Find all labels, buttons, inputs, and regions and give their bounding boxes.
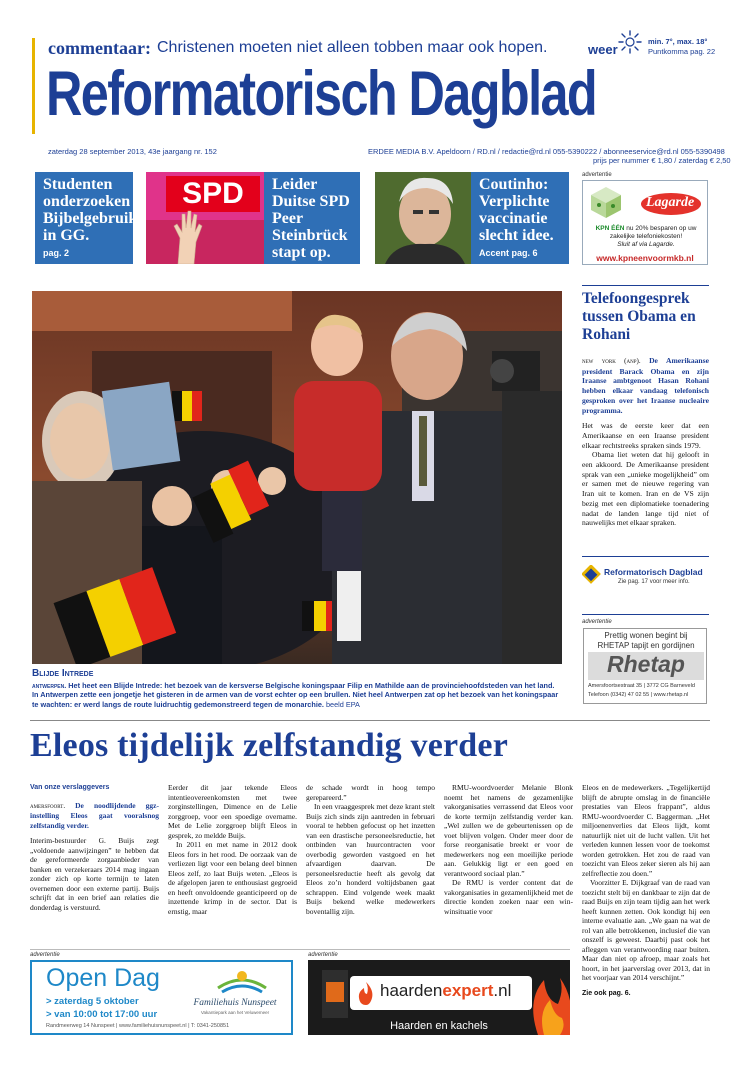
- ad-label: advertentie: [582, 619, 612, 625]
- teaser-spd-image[interactable]: [146, 172, 264, 264]
- openday-addr: Randmeerweg 14 Nunspeet | www.familiehuisnunspeet.nl | T: 0341-250851: [46, 1023, 230, 1029]
- article-p: de schade wordt in hoog tempo gerepareerd.”: [306, 783, 435, 802]
- side-p1: Het was de eerste keer dat een Amerikaanse en een Iraanse president elkaar rechtstreeks spraken sinds 1979.: [582, 421, 709, 450]
- ad-url[interactable]: www.kpneenvoormkb.nl: [596, 253, 694, 263]
- article-col-2: [168, 783, 297, 916]
- haarden-logo-b: expert: [442, 981, 494, 1000]
- ad-rhetap[interactable]: [583, 628, 707, 704]
- ad-label: advertentie: [30, 952, 60, 958]
- article-col-3: [306, 783, 435, 916]
- familiehuis-logo-icon: [214, 968, 270, 996]
- rhetap-top: Prettig wonen begint bij RHETAP tapijt en gordijnen: [597, 631, 695, 650]
- openday-brand: Familiehuis Nunspeet: [193, 998, 277, 1008]
- main-headline[interactable]: Eleos tijdelijk zelfstandig verder: [30, 727, 509, 764]
- hand-image: [170, 208, 204, 264]
- ad-label: advertentie: [582, 172, 612, 178]
- article-p: Eerder dit jaar tekende Eleos intentieovereenkomsten met twee zorginstellingen, Dimence en de Lelie zorggroep, voor een spoedige overname. Met de Lelie zorggroep blijft Eleos in gesprek, zo meldde Buijs.: [168, 783, 297, 840]
- ad-lagarde[interactable]: [582, 180, 708, 265]
- side-headline[interactable]: Telefoongesprek tussen Obama en Rohani: [582, 290, 696, 343]
- ad-line1: nu 20% besparen op uw: [626, 225, 697, 232]
- article-p: Voorzitter E. Dijkgraaf van de raad van toezicht stelt bij en dankbaar te zijn dat de raad Buijs en zijn team tijdig aan het werk heeft kunnen zetten. Ook kondigt hij een interne evaluatie aan. „We gaan na wat de rol van alle betrokkenen, inclusief die van onszelf is geweest. Daarbij past ook het afleggen van verantwoording naar buiten. Maar dan niet op afroep, maar zoals het hoort, in het jaarverslag over 2013, dat in het voorjaar van 2014 verschijnt.”: [582, 878, 710, 982]
- article-p: In 2011 en met name in 2012 dook Eleos fors in het rood. De oorzaak van de verliezen ligt voor een belang deel binnen Eleos zelf, zo laat Buijs weten. „Eleos is de afgelopen jaren te enthousiast gegroeid en heeft onvoldoende geanticipeerd op de inzettende krimp in de sector. Dat is ernstig, maar: [168, 840, 297, 916]
- byline: Van onze verslaggevers: [30, 784, 110, 791]
- openday-line2: > van 10:00 tot 17:00 uur: [46, 1009, 158, 1020]
- ad-label: advertentie: [308, 952, 338, 958]
- article-p: In een vraaggesprek met deze krant stelt Buijs zich sinds zijn aantreden in februari vooral te hebben gefocust op het inzetten van een drastische personeelsreductie, het ontbinden van huurcontracten voor overbodig geworden vastgoed en het afvaardigen daarvan. De personeelsreductie heeft als gevolg dat Eleos zo’n honderd voltijdsbanen gaat schrappen. Eind volgende week maakt Buijs bekend welke medewerkers boventallig zijn.: [306, 802, 435, 916]
- caption-credit: beeld EPA: [325, 699, 360, 709]
- side-p2: Obama liet weten dat hij gelooft in een akkoord. De Amerikaanse president sprak van een „unieke mogelijkheid” om er samen met de nieuwe regering van Iran uit te komen. Iran en de VS zijn bezig met een diplomatieke toenadering nadat de landen lange tijd niet of nauwelijks met elkaar spraken.: [582, 450, 709, 528]
- side-article: [582, 356, 709, 528]
- rd-promo-sub: Zie pag. 17 voor meer info.: [618, 579, 690, 585]
- rhetap-tel: Telefoon (0342) 47 02 55 | www.rhetap.nl: [588, 692, 689, 698]
- teaser-ref: pag. 12: [272, 265, 304, 275]
- openday-line1: > zaterdag 5 oktober: [46, 996, 139, 1007]
- royal-visit-image: [32, 291, 562, 664]
- teaser-title: Leider Duitse SPD Peer Steinbrück stapt op.: [272, 176, 350, 261]
- article-lead: De noodlijdende ggz-instelling Eleos gaat vooralsnog zelfstandig verder.: [30, 800, 160, 830]
- teaser-title: Studenten onderzoeken Bijbelgebruik in GG.: [43, 176, 138, 244]
- price-line: prijs per nummer € 1,80 / zaterdag € 2,50: [593, 156, 731, 165]
- article-col-5: [582, 783, 710, 998]
- article-col-4: [444, 783, 573, 916]
- side-rule: [582, 285, 709, 286]
- weather-temp: min. 7°, max. 18°: [648, 37, 708, 46]
- rhetap-logo: Rhetap: [607, 651, 685, 677]
- ad-line3: Sluit af via Lagarde.: [617, 241, 675, 248]
- ad-line2: zakelijke telefoniekosten!: [609, 233, 683, 240]
- portrait-image: [375, 172, 471, 264]
- weather-label: weer: [588, 42, 618, 57]
- caption-place: antwerpen.: [32, 681, 67, 690]
- caption-title: Blijde Intrede: [32, 668, 94, 679]
- side-dateline: new york (anp).: [582, 357, 641, 365]
- openday-title: Open Dag: [46, 964, 160, 992]
- haarden-sub: Haarden en kachels: [390, 1020, 488, 1032]
- ad-haardenexpert[interactable]: [308, 960, 570, 1035]
- article-dateline: amersfoort.: [30, 801, 66, 810]
- side-rule: [582, 614, 709, 615]
- side-lead: De Amerikaanse president Barack Obama en zijn Iraanse ambtgenoot Hasan Rohani hebben elkaar vandaag telefonisch gesproken over het Iraanse nucleaire programma.: [582, 356, 709, 415]
- contact-line: ERDEE MEDIA B.V. Apeldoorn / RD.nl / redactie@rd.nl 055-5390222 / abonneeservice@rd.nl 055-5390498: [368, 147, 725, 156]
- date-line: zaterdag 28 september 2013, 43e jaargang nr. 152: [48, 147, 217, 156]
- teaser-ref: Accent pag. 6: [479, 248, 538, 258]
- teaser-coutinho[interactable]: [471, 172, 569, 264]
- haarden-logo-a: haarden: [380, 981, 443, 1000]
- cube-icon: [589, 185, 623, 219]
- caption-text: [32, 681, 562, 709]
- article-col-1: [30, 783, 159, 912]
- article-p: Eleos en de medewerkers. „Tegelijkertijd blijft de abrupte omslag in de financiële prestaties van Eleos frappant”, aldus RMU-woordvoerder C. Baggerman. „Het miljoenenverlies dat Eleos lijdt, komt natuurlijk niet uit de lucht vallen. Uit het verleden kunnen lessen voor de toekomst worden getrokken. Het zou de raad van toezicht van Eleos zeker sieren als hij aan zelfreflectie zou doen.”: [582, 783, 710, 878]
- openday-tag: Vakantiepark aan het Veluwemeer: [200, 1010, 270, 1015]
- lagarde-logo: Lagarde: [646, 195, 695, 210]
- teaser-coutinho-image[interactable]: [375, 172, 471, 264]
- article-p: Interim-bestuurder G. Buijs zegt „voldoende aanwijzingen” te hebben dat de gereformeerde zorgaanbieder van banken en verzekeraars 2014 mag ingaan zonder zich op korte termijn te laten overnemen door een externe partij. Buijs schrijft dat in een brief aan relaties die donderdag is verstuurd.: [30, 836, 159, 912]
- sun-icon: [618, 30, 642, 54]
- rd-logo-icon: [582, 565, 602, 585]
- ad-open-dag[interactable]: [30, 960, 293, 1035]
- article-p: De RMU is verder content dat de vakorganisaties in gezamenlijkheid met de directie konden zoeken naar een win-winsituatie voor: [444, 878, 573, 916]
- haarden-logo-c: .nl: [493, 981, 512, 1000]
- flame-icon: [356, 980, 376, 1006]
- see-also[interactable]: Zie ook pag. 6.: [582, 989, 631, 997]
- caption-body: Het heet een Blijde Intrede: het bezoek van de kersverse Belgische koningspaar Filip en Mathilde aan de provinciehoofdsteden van het land. In Antwerpen zette een jongetje het gisteren in de armen van de vorst echter op een brullen. Niet heel Antwerpen zat op het bezoek van het koningspaar te wachten: er werd langs de route luidruchtig gedemonstreerd tegen de monarchie.: [32, 681, 559, 709]
- accent-bar: [32, 38, 35, 134]
- section-rule: [30, 720, 710, 721]
- rd-promo[interactable]: [582, 563, 709, 603]
- ad-rule: [30, 949, 570, 950]
- comment-teaser[interactable]: Christenen moeten niet alleen tobben maar ook hopen.: [157, 39, 548, 56]
- teaser-studenten[interactable]: [35, 172, 138, 264]
- masthead-title: Reformatorisch Dagblad: [46, 59, 597, 129]
- teaser-ref: pag. 2: [43, 248, 70, 258]
- article-p: RMU-woordvoerder Melanie Blonk noemt het namens de gezamenlijke vakorganisaties verrassend dat Eleos voor de korte termijn zelfstandig verder kan. „Wel zullen we de gebeurtenissen op de voet blijven volgen. Onder meer door de forse reorganisatie breekt er voor de medewerkers nog een moeilijke periode aan. Gelukkig ligt er een goed en verantwoord sociaal plan.”: [444, 783, 573, 878]
- main-photo[interactable]: [32, 291, 562, 664]
- teaser-spd[interactable]: [264, 172, 360, 275]
- kpn-label: KPN ÉÉN: [595, 225, 625, 232]
- haarden-logo: [380, 981, 511, 1001]
- spd-background: [146, 220, 264, 264]
- teaser-title: Coutinho: Verplichte vaccinatie slecht idee.: [479, 176, 554, 244]
- weather-ref: Puntkomma pag. 22: [648, 47, 716, 56]
- spd-logo: SPD: [166, 176, 260, 212]
- ad-copy: [587, 225, 705, 249]
- rd-promo-title: Reformatorisch Dagblad: [604, 567, 703, 577]
- side-rule: [582, 556, 709, 557]
- rhetap-addr: Amersfoortsestraat 35 | 3772 CG Barneveld: [588, 683, 695, 689]
- comment-label: commentaar:: [48, 38, 151, 58]
